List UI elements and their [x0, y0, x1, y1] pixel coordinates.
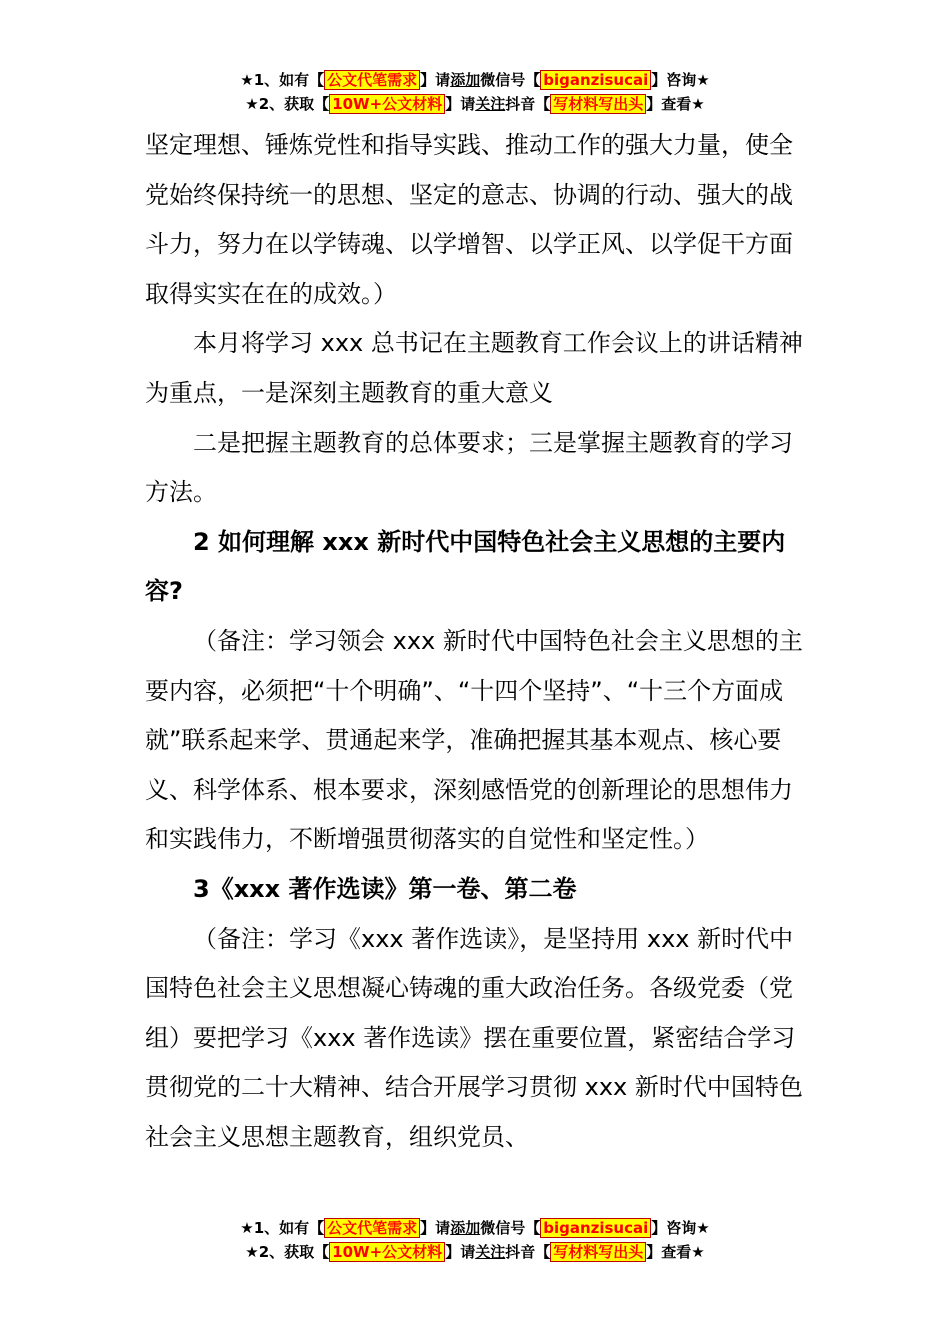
promo-text: 抖音【: [505, 95, 551, 113]
promo-line-2: [0, 1240, 950, 1264]
promo-text: 】请: [420, 1219, 451, 1237]
promo-text: 】查看★: [646, 95, 705, 113]
promo-underline: 添加: [450, 71, 481, 89]
promo-text: 微信号【: [480, 71, 541, 89]
promo-highlight: biganzisucai: [540, 70, 651, 90]
promo-highlight: 10W+公文材料: [329, 1242, 445, 1262]
promo-text: ★2、获取【: [245, 1243, 330, 1261]
promo-text: 】咨询★: [651, 71, 710, 89]
promo-text: 微信号【: [480, 1219, 541, 1237]
promo-text: 】请: [445, 95, 476, 113]
promo-line-2: [0, 92, 950, 116]
footer-promo-banner: [0, 1216, 950, 1264]
promo-text: 】查看★: [646, 1243, 705, 1261]
paragraph-note: （备注：学习领会 xxx 新时代中国特色社会主义思想的主要内容，必须把“十个明确”、“十四个坚持”、“十三个方面成就”联系起来学、贯通起来学，准确把握其基本观点、核心要义、科学体系、根本要求，深刻感悟党的创新理论的思想伟力和实践伟力，不断增强贯彻落实的自觉性和坚定性。）: [145, 626, 803, 854]
paragraph-note: （备注：学习《xxx 著作选读》，是坚持用 xxx 新时代中国特色社会主义思想凝心铸魂的重大政治任务。各级党委（党组）要把学习《xxx 著作选读》摆在重要位置，紧密结合学习贯彻党的二十大精神、结合开展学习贯彻 xxx 新时代中国特色社会主义思想主题教育，组织党员、: [145, 924, 803, 1151]
promo-highlight: biganzisucai: [540, 1218, 651, 1238]
promo-highlight: 公文代笔需求: [324, 1218, 420, 1238]
paragraph: 二是把握主题教育的总体要求；三是掌握主题教育的学习方法。: [145, 428, 793, 507]
promo-underline: 添加: [450, 1219, 481, 1237]
promo-highlight: 写材料写出头: [550, 94, 646, 114]
header-promo-banner: [0, 68, 950, 116]
promo-text: 】咨询★: [651, 1219, 710, 1237]
promo-text: 抖音【: [505, 1243, 551, 1261]
paragraph-continuation: 坚定理想、锤炼党性和指导实践、推动工作的强大力量，使全党始终保持统一的思想、坚定的意志、协调的行动、强大的战斗力，努力在以学铸魂、以学增智、以学正风、以学促干方面取得实实在在的成效。）: [145, 131, 793, 308]
promo-text: ★1、如有【: [240, 71, 325, 89]
promo-highlight: 公文代笔需求: [324, 70, 420, 90]
promo-underline: 关注: [475, 1243, 506, 1261]
promo-text: ★2、获取【: [245, 95, 330, 113]
promo-highlight: 10W+公文材料: [329, 94, 445, 114]
section-heading: 3《xxx 著作选读》第一卷、第二卷: [193, 874, 577, 903]
document-body: [145, 121, 807, 1162]
promo-text: 】请: [420, 71, 451, 89]
promo-text: 】请: [445, 1243, 476, 1261]
section-heading: 2 如何理解 xxx 新时代中国特色社会主义思想的主要内容?: [145, 527, 786, 606]
promo-line-1: [0, 68, 950, 92]
promo-text: ★1、如有【: [240, 1219, 325, 1237]
promo-underline: 关注: [475, 95, 506, 113]
promo-line-1: [0, 1216, 950, 1240]
paragraph: 本月将学习 xxx 总书记在主题教育工作会议上的讲话精神为重点，一是深刻主题教育的重大意义: [145, 329, 803, 407]
promo-highlight: 写材料写出头: [550, 1242, 646, 1262]
